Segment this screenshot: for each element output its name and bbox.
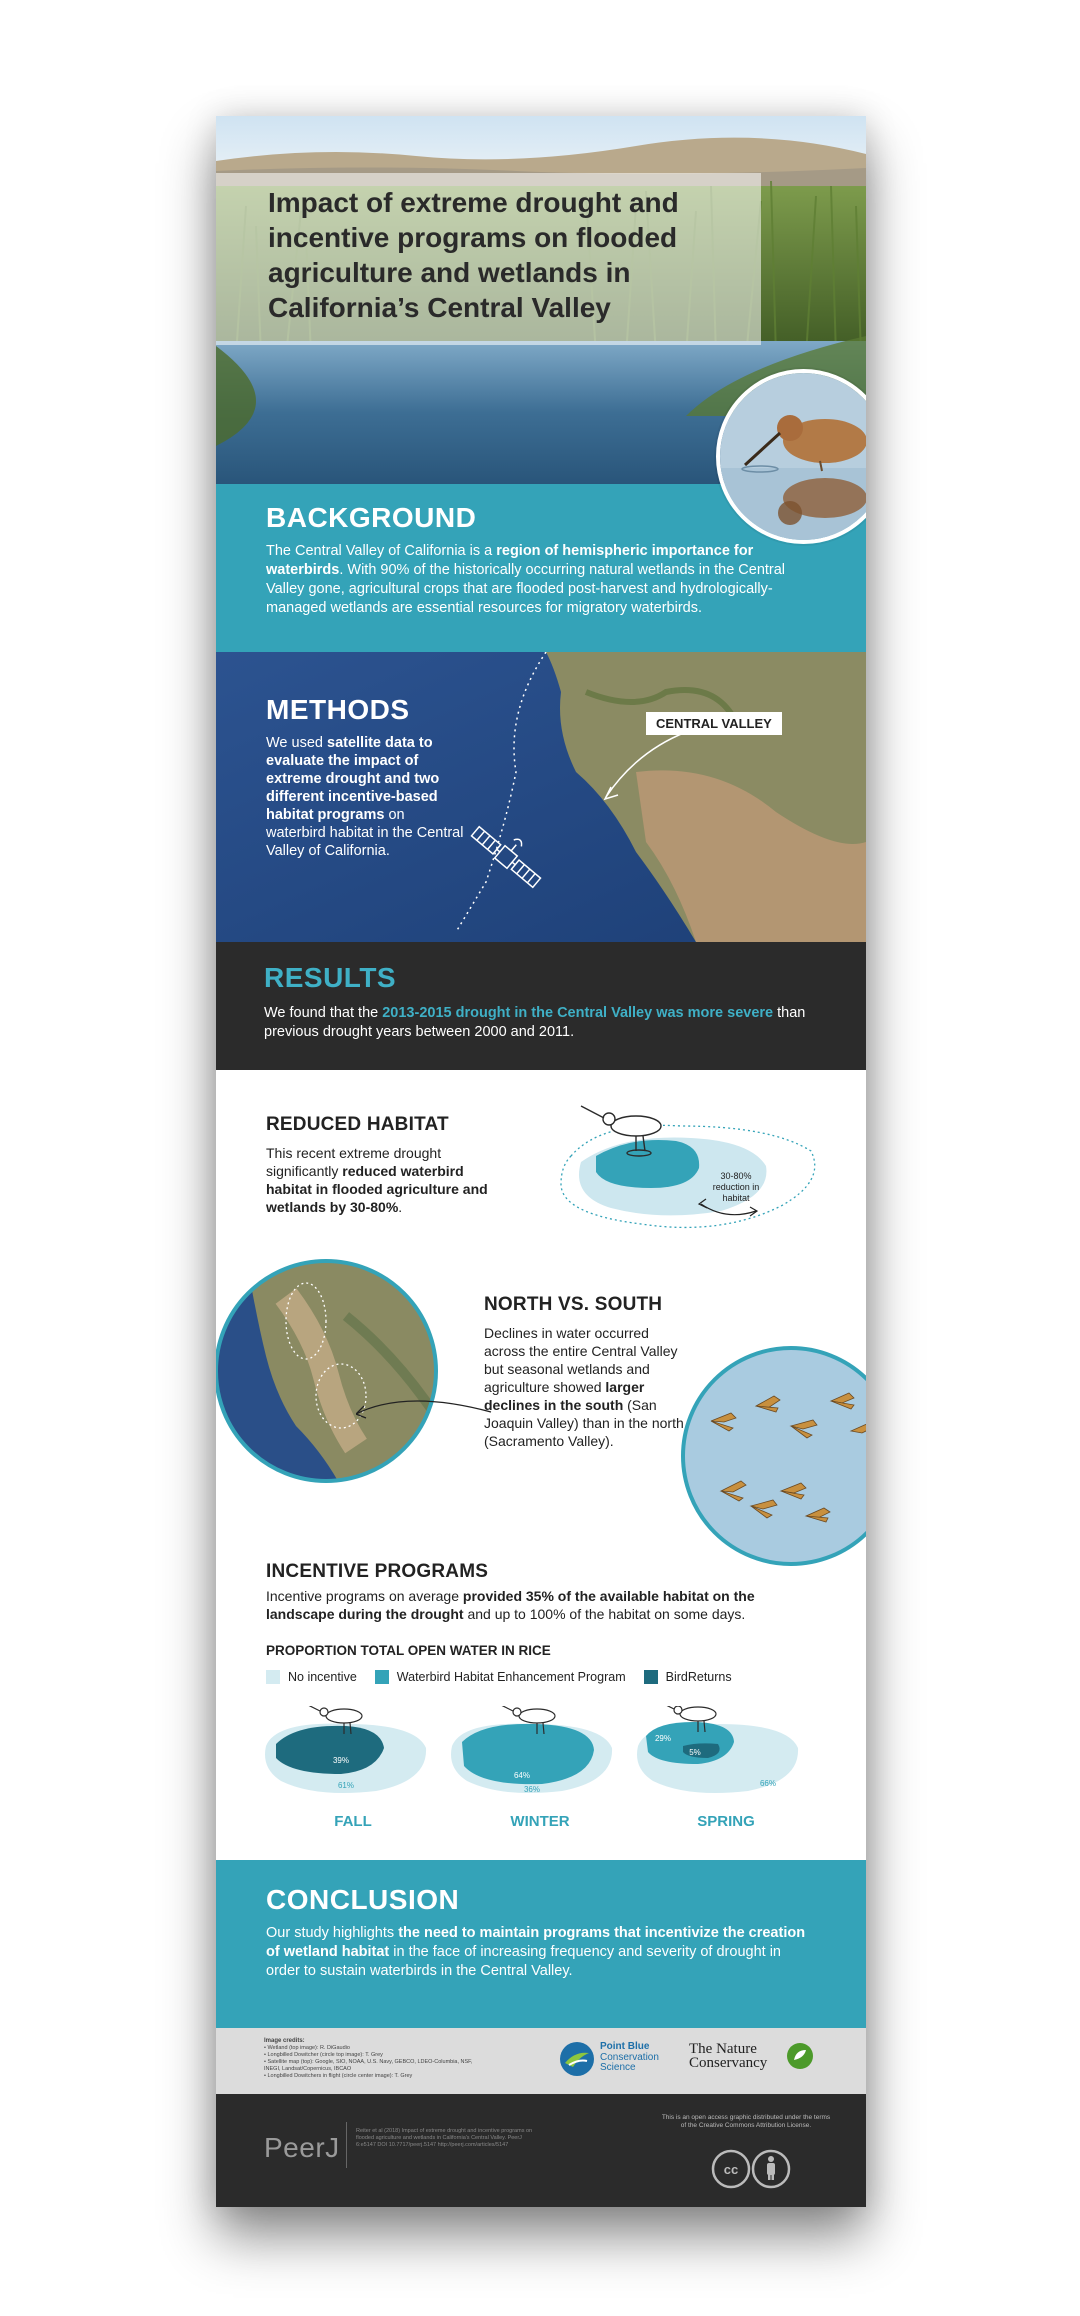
reduced-habitat-block xyxy=(266,1114,506,1216)
credit-text: Wetland (top image): R. DiGaudio xyxy=(267,2045,350,2051)
credits-title: Image credits: xyxy=(264,2038,305,2044)
results-section xyxy=(216,942,866,1070)
background-text-bold: region of hemispheric importance for waterbirds xyxy=(266,543,754,578)
incentive-text-part: Incentive programs on average xyxy=(266,1588,463,1604)
credit-item: • Wetland (top image): R. DiGaudio xyxy=(264,2045,350,2051)
footer-divider xyxy=(346,2122,347,2168)
legend-swatch xyxy=(375,1670,389,1684)
results-text xyxy=(264,1004,816,1042)
infographic-poster xyxy=(216,116,866,2207)
legend-label: Waterbird Habitat Enhancement Program xyxy=(396,1670,626,1684)
north-south-text xyxy=(484,1324,694,1450)
conclusion-text xyxy=(266,1924,816,1981)
background-text-part: The Central Valley of California is a xyxy=(266,543,497,559)
point-blue-logo xyxy=(559,2041,595,2077)
pb-line-2: Conservation xyxy=(600,2051,659,2063)
winter-birdreturns-value: 36% xyxy=(523,1785,541,1794)
reduced-text-bold: reduced waterbird habitat in flooded agriculture and wetlands by 30-80% xyxy=(266,1163,488,1215)
results-text-highlight: 2013-2015 drought in the Central Valley was more severe xyxy=(382,1005,774,1021)
fall-panel xyxy=(256,1706,446,1806)
conclusion-text-part: Our study highlights xyxy=(266,1925,399,1941)
results-heading: RESULTS xyxy=(264,962,397,993)
credit-text: Longbilled Dowitcher (circle top image): T. Grey xyxy=(267,2052,383,2058)
methods-text xyxy=(266,734,466,860)
citation-text: Reiter et al (2018) Impact of extreme drought and incentive programs on flooded agriculture and wetlands in California's Central Valley. PeerJ 6:e5147 DOI 10.7717/peerj.5147 http://peerj.com/articles/5147 xyxy=(356,2128,533,2148)
methods-text-block xyxy=(266,694,466,860)
conclusion-text-part: in the face of increasing frequency and severity of drought in order to sustain waterbirds in the Central Valley. xyxy=(266,1944,781,1979)
south-pointer-line xyxy=(356,1384,496,1434)
fall-label: FALL xyxy=(334,1813,372,1830)
credit-text: Longbilled Dowitchers in flight (circle center image): T. Grey xyxy=(267,2073,413,2079)
license-text: This is an open access graphic distributed under the terms of the Creative Commons Attribution License. xyxy=(661,2114,831,2129)
legend-item-birdreturns xyxy=(644,1670,732,1684)
spring-birdreturns-value: 5% xyxy=(689,1748,701,1757)
north-south-heading: NORTH VS. SOUTH xyxy=(484,1294,663,1315)
conclusion-heading: CONCLUSION xyxy=(266,1884,460,1915)
legend-swatch xyxy=(644,1670,658,1684)
credit-item: • Longbilled Dowitchers in flight (circle center image): T. Grey xyxy=(264,2073,413,2079)
central-valley-map-circle xyxy=(216,1256,446,1496)
legend-item-no-incentive xyxy=(266,1670,357,1684)
spring-panel xyxy=(628,1706,818,1806)
credit-item: • Longbilled Dowitcher (circle top image): T. Grey xyxy=(264,2052,383,2058)
reduced-habitat-text xyxy=(266,1144,506,1216)
dowitchers-in-flight-circle xyxy=(681,1341,866,1571)
conclusion-section xyxy=(216,1860,866,2028)
tnc-leaf-logo xyxy=(786,2042,814,2070)
credit-text: Satellite map (top): Google, SIO, NOAA, U.S. Navy, GEBCO, LDEO-Columbia, NSF, INEGI, Landsat/Copernicus, IBCAO xyxy=(264,2059,473,2072)
background-text-part: . With 90% of the historically occurring natural wetlands in the Central Valley gone, agricultural crops that are flooded post-harvest and hydrologically-managed wetlands are essential resources for migratory waterbirds. xyxy=(266,562,786,616)
tnc-line-1: The Nature xyxy=(689,2041,757,2057)
legend-item-whep xyxy=(375,1670,626,1684)
north-south-block xyxy=(484,1294,694,1450)
peerj-logo: PeerJ xyxy=(264,2132,340,2163)
spring-whep-value: 29% xyxy=(654,1734,672,1743)
footer-section xyxy=(216,2094,866,2207)
winter-whep-value: 64% xyxy=(513,1771,531,1780)
pb-line-3: Science xyxy=(600,2062,636,2073)
incentive-text xyxy=(266,1587,826,1623)
legend-label: BirdReturns xyxy=(665,1670,732,1684)
fall-whep-value: 61% xyxy=(337,1781,355,1790)
background-text xyxy=(266,542,816,618)
northsouth-text-part: Declines in water occurred across the entire Central Valley but seasonal wetlands and agriculture showed xyxy=(484,1325,678,1395)
point-blue-name xyxy=(600,2042,659,2074)
reduction-label-2: reduction in xyxy=(712,1182,760,1192)
legend-label: No incentive xyxy=(288,1670,357,1684)
credit-item: • Satellite map (top): Google, SIO, NOAA, U.S. Navy, GEBCO, LDEO-Columbia, NSF, INEGI, Landsat/Copernicus, IBCAO xyxy=(264,2059,473,2072)
methods-text-bold: satellite data to evaluate the impact of extreme drought and two different incentive-based habitat programs xyxy=(266,735,440,823)
spring-label: SPRING xyxy=(697,1813,755,1830)
northsouth-text-part: (San Joaquin Valley) than in the north (Sacramento Valley). xyxy=(484,1397,684,1449)
reduction-label-1: 30-80% xyxy=(720,1171,752,1181)
svg-text:cc: cc xyxy=(723,2162,739,2177)
winter-label: WINTER xyxy=(510,1813,570,1830)
pb-line-1: Point Blue xyxy=(600,2041,650,2052)
tnc-line-2: Conservancy xyxy=(689,2055,768,2071)
reduction-label-3: habitat xyxy=(722,1193,750,1203)
legend-swatch xyxy=(266,1670,280,1684)
credits-section xyxy=(216,2028,866,2094)
reduced-habitat-heading: REDUCED HABITAT xyxy=(266,1114,449,1135)
page-title: Impact of extreme drought and incentive programs on flooded agriculture and wetlands in California’s Central Valley xyxy=(268,187,679,323)
chart-title: PROPORTION TOTAL OPEN WATER IN RICE xyxy=(266,1643,551,1658)
image-credits xyxy=(264,2038,484,2080)
creative-commons-icon xyxy=(711,2148,791,2190)
incentive-heading: INCENTIVE PROGRAMS xyxy=(266,1561,489,1582)
chart-legend xyxy=(266,1670,750,1684)
winter-panel xyxy=(442,1706,632,1806)
background-heading: BACKGROUND xyxy=(266,502,477,533)
methods-section xyxy=(216,652,866,942)
incentive-text-part: and up to 100% of the habitat on some days. xyxy=(463,1606,746,1622)
methods-heading: METHODS xyxy=(266,694,410,725)
northsouth-text-bold: larger declines in the south xyxy=(484,1379,645,1413)
reduced-text-part: This recent extreme drought significantly xyxy=(266,1145,442,1179)
conclusion-text-bold: the need to maintain programs that incentivize the creation of wetland habitat xyxy=(266,1925,806,1960)
results-text-part: than previous drought years between 2000 and 2011. xyxy=(264,1005,806,1040)
incentive-text-bold: provided 35% of the available habitat on the landscape during the drought xyxy=(266,1588,755,1622)
reduced-text-part: . xyxy=(398,1199,403,1215)
habitat-reduction-diagram xyxy=(541,1096,831,1236)
spring-no-incentive-value: 66% xyxy=(759,1779,777,1788)
results-text-part: We found that the xyxy=(264,1005,383,1021)
fall-birdreturns-value: 39% xyxy=(332,1756,350,1765)
central-valley-label: CENTRAL VALLEY xyxy=(646,712,782,735)
tnc-name xyxy=(689,2042,767,2070)
methods-text-part: on waterbird habitat in the Central Valley of California. xyxy=(266,807,464,859)
title-box xyxy=(216,173,761,345)
incentive-programs-block xyxy=(266,1561,826,1623)
methods-text-part: We used xyxy=(266,735,327,751)
